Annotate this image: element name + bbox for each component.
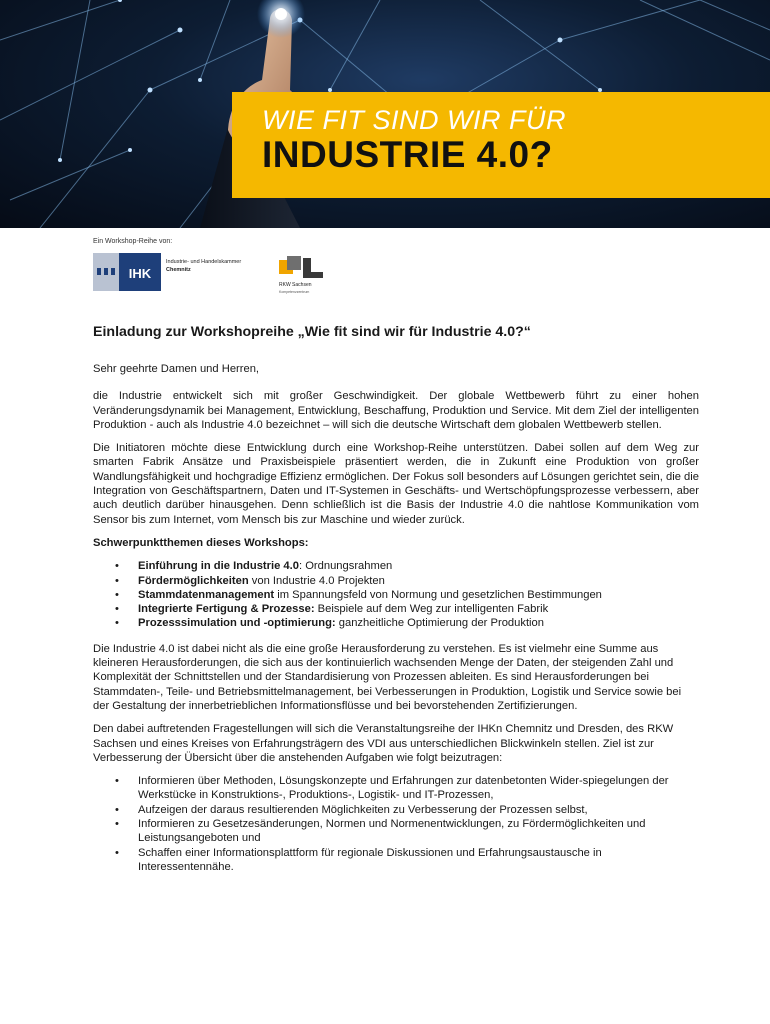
list-item: • Einführung in die Industrie 4.0: Ordnungsrahmen <box>138 559 699 573</box>
banner-title-line2: INDUSTRIE 4.0? <box>262 134 553 175</box>
paragraph-1: die Industrie entwickelt sich mit großer Geschwindigkeit. Der globale Wettbewerb führt zu einer hohen Veränderungsdynamik bei Management, Entwicklung, Beschaffung, Produktion und Service. Mit dem Ziel der intelligenten Produktion - auch als Industrie 4.0 bezeichnet – will sich die deutsche Wirtschaft dem globalen Wettbewerb stellen. <box>93 390 699 431</box>
paragraph-2: Die Initiatoren möchte diese Entwicklung durch eine Workshop-Reihe unterstützen. Dabei sollen auf dem Weg zur smarten Fabrik Ansätze und Praxisbeispiele präsentiert werden, die in Zukunft eine Produktion von großer Wandlungsfähigkeit und hochgradige Effizienz ermöglichen. Der Fokus soll besonders auf Lösungen gerichtet sein, die die Integration von Geschäftspartnern, Daten und IT-Systemen in Geschäfts- und Wertschöpfungsprozesse verbessern, aber auch deutlich darüber hinausgehen. Denn schließlich ist die Basis der Industrie 4.0 die nahtlose Kommunikation vom Sensor bis zum Internet, vom Mensch bis zur Maschine und wieder zurück. <box>93 442 699 526</box>
goals-list <box>93 774 699 874</box>
list-item: • Informieren zu Gesetzesänderungen, Normen und Normenentwicklungen, zu Fördermöglichkeiten und Leistungsangeboten und <box>138 817 699 846</box>
topics-list <box>93 559 699 630</box>
document-title: Einladung zur Workshopreihe „Wie fit sind wir für Industrie 4.0?“ <box>93 324 531 340</box>
ihk-name-line1: Industrie- und Handelskammer <box>166 259 242 265</box>
greeting: Sehr geehrte Damen und Herren, <box>93 363 260 375</box>
ihk-logo <box>93 253 161 291</box>
topics-heading: Schwerpunktthemen dieses Workshops: <box>93 536 309 549</box>
rkw-sub-text: Kompetenzzentrum <box>279 289 310 294</box>
paragraph-3: Die Industrie 4.0 ist dabei nicht als die eine große Herausforderung zu verstehen. Es ist vielmehr eine Summe aus kleineren Herausforderungen, die sich aus der kontinuierlich wachsenden Menge der Daten, der steigenden Zahl und Komplexität der Schnittstellen und der Standardisierung von Prozessen ableiten. Es sind Herausforderungen bei Stammdaten-, Teile- und Betriebsmittelmanagement, bei Verbesserungen in Produktion, Logistik und Service sowie bei der Gestaltung der innerbetrieblichen Informationsflüsse und bei bevorstehenden Zertifizierungen. <box>93 642 682 712</box>
list-item: • Integrierte Fertigung & Prozesse: Beispiele auf dem Weg zur intelligenten Fabrik <box>138 602 699 616</box>
document-body <box>93 323 699 885</box>
list-item: • Schaffen einer Informationsplattform für regionale Diskussionen und Erfahrungsaustausche in Interessentennähe. <box>138 846 699 875</box>
paragraph-4: Den dabei auftretenden Fragestellungen will sich die Veranstaltungsreihe der IHKn Chemnitz und Dresden, des RKW Sachsen und eines Kreises von Erfahrungsträgern des VDI aus unterschiedlichen Blickwinkeln stellen. Ziel ist zur Verbesserung der Übersicht über die anstehenden Aufgaben wie folgt beizutragen: <box>93 723 674 764</box>
workshop-series-label: Ein Workshop-Reihe von: <box>93 238 173 245</box>
list-item: • Stammdatenmanagement im Spannungsfeld von Normung und gesetzlichen Bestimmungen <box>138 588 699 602</box>
list-item: • Fördermöglichkeiten von Industrie 4.0 Projekten <box>138 574 699 588</box>
hero-image <box>0 0 770 228</box>
banner-title-line1: WIE FIT SIND WIR FÜR <box>262 105 566 135</box>
rkw-name-text: RKW Sachsen <box>279 282 312 288</box>
rkw-name <box>279 282 312 295</box>
rkw-logo <box>279 256 325 280</box>
list-item: • Informieren über Methoden, Lösungskonzepte und Erfahrungen zur datenbetonten Wider-spiegelungen der Werkstücke in Konstruktions-, Produktions-, Logistik- und IT-Prozessen, <box>138 774 699 803</box>
ihk-name-line2: Chemnitz <box>166 266 191 273</box>
list-item: • Prozesssimulation und -optimierung: ganzheitliche Optimierung der Produktion <box>138 616 699 630</box>
ihk-mark-text: IHK <box>128 266 152 281</box>
ihk-name <box>166 259 241 274</box>
list-item: • Aufzeigen der daraus resultierenden Möglichkeiten zu Verbesserung der Prozessen selbst, <box>138 803 699 817</box>
